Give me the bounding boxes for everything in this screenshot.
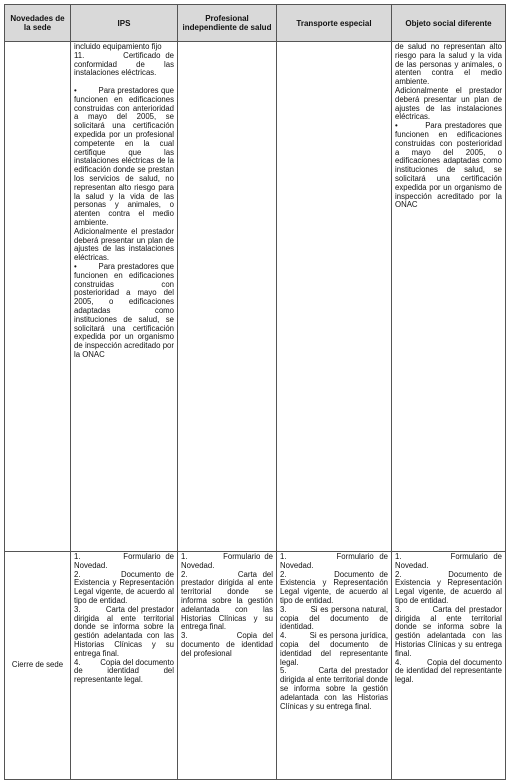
header-profesional: Profesional independiente de salud	[178, 5, 277, 42]
header-transporte: Transporte especial	[277, 5, 392, 42]
header-ips: IPS	[71, 5, 178, 42]
cell-profesional	[178, 42, 277, 552]
cell-objeto: de salud no representan alto riesgo para la salud y la vida de las personas y animales, o atenten contra el medio ambiente. Adicionalmente el prestador deberá presentar un plan de ajustes de las instalaciones eléctricas. • Para prestadores que funcionen en edificaciones construidas con posterioridad a mayo del 2005, o edificaciones adaptadas como instituciones de salud, se solicitará una certificación expedida por un organismo de inspección acreditado por la ONAC	[392, 42, 506, 552]
table-row	[5, 42, 506, 552]
header-row	[5, 5, 506, 42]
requirements-table	[4, 4, 506, 780]
cell-profesional: 1. Formulario de Novedad. 2. Carta del prestador dirigida al ente territorial donde se informa sobre la gestión adelantada con las Historias Clínicas y su entrega final. 3. Copia del documento de identidad del profesional	[178, 552, 277, 780]
cell-transporte	[277, 42, 392, 552]
cell-ips: incluido equipamiento fijo 11. Certificado de conformidad de las instalaciones eléctricas. • Para prestadores que funcionen en edificaciones construidas con anterioridad a mayo del 2005, se solicitará una certificación expedida por un profesional competente en la cual certifique que las instalaciones eléctricas de la edificación donde se prestan los servicios de salud, no representan alto riesgo para la salud y la vida de las personas y animales, o atenten contra el medio ambiente. Adicionalmente el prestador deberá presentar un plan de ajustes de las instalaciones eléctricas. • Para prestadores que funcionen en edificaciones construidas con posterioridad a mayo del 2005, o edificaciones adaptadas como instituciones de salud, se solicitará una certificación expedida por un organismo de inspección acreditado por la ONAC	[71, 42, 178, 552]
cell-sede	[5, 42, 71, 552]
header-objeto: Objeto social diferente	[392, 5, 506, 42]
cell-sede: Cierre de sede	[5, 552, 71, 780]
header-novedades: Novedades de la sede	[5, 5, 71, 42]
cell-transporte: 1. Formulario de Novedad. 2. Documento de Existencia y Representación Legal vigente, de acuerdo al tipo de entidad. 3. Si es persona natural, copia del documento de identidad. 4. Si es persona jurídica, copia del documento de identidad del representante legal. 5. Carta del prestador dirigida al ente territorial donde se informa sobre la gestión adelantada con las Historias Clínicas y su entrega final.	[277, 552, 392, 780]
table-row	[5, 552, 506, 780]
requirements-table-container	[4, 4, 506, 780]
cell-objeto: 1. Formulario de Novedad. 2. Documento de Existencia y Representación Legal vigente, de acuerdo al tipo de entidad. 3. Carta del prestador dirigida al ente territorial donde se informa sobre la gestión adelantada con las Historias Clínicas y su entrega final. 4. Copia del documento de identidad del representante legal.	[392, 552, 506, 780]
cell-ips: 1. Formulario de Novedad. 2. Documento de Existencia y Representación Legal vigente, de acuerdo al tipo de entidad. 3. Carta del prestador dirigida al ente territorial donde se informa sobre la gestión adelantada con las Historias Clínicas y su entrega final. 4. Copia del documento de identidad del representante legal.	[71, 552, 178, 780]
